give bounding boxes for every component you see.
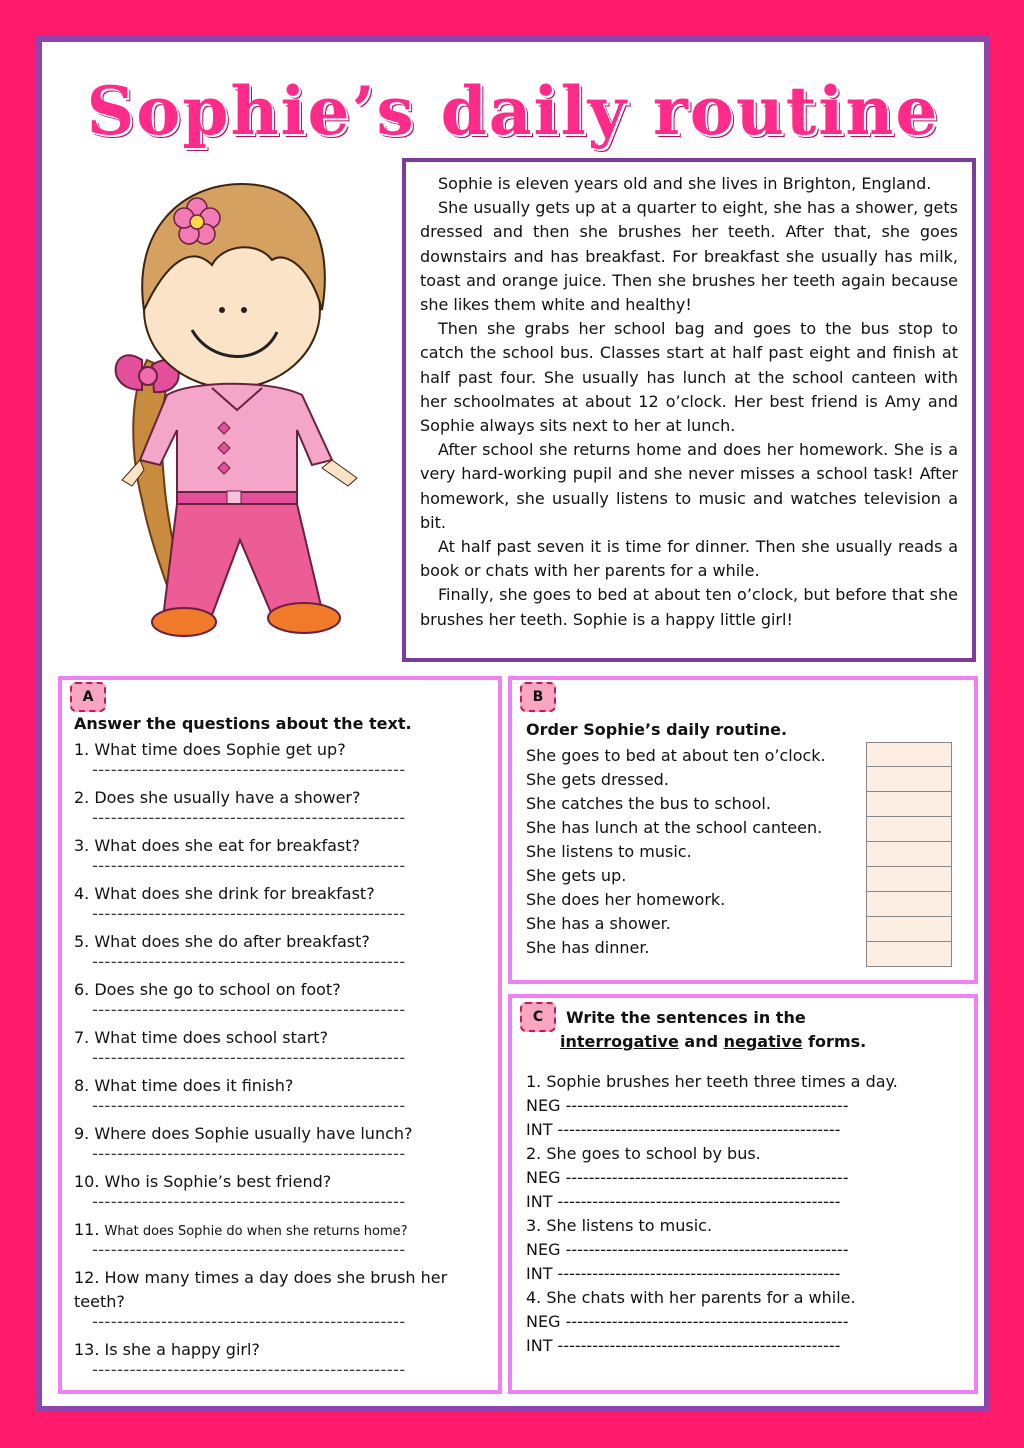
sentence: 2. She goes to school by bus. [526, 1144, 761, 1163]
section-a-questions [58, 676, 502, 1394]
answer-line[interactable]: -------------------------------------------------- [92, 1098, 406, 1115]
sentence: 3. She listens to music. [526, 1216, 713, 1235]
neg-answer-line[interactable]: NEG ------------------------------------------------- [526, 1240, 849, 1259]
worksheet [36, 36, 990, 1412]
question: 3. What does she eat for breakfast? [74, 836, 361, 855]
routine-item: She has dinner. [526, 938, 650, 957]
order-number-boxes [866, 742, 952, 967]
routine-item: She gets dressed. [526, 770, 669, 789]
routine-item: She does her homework. [526, 890, 726, 909]
question: 1. What time does Sophie get up? [74, 740, 346, 759]
section-c-rewrite [508, 994, 978, 1394]
answer-line[interactable]: -------------------------------------------------- [92, 1194, 406, 1211]
order-number-box[interactable] [866, 892, 952, 917]
answer-line[interactable]: -------------------------------------------------- [92, 1314, 406, 1331]
section-a-tag: A [70, 682, 106, 712]
routine-item: She goes to bed at about ten o’clock. [526, 746, 826, 765]
question-number: 11. [74, 1220, 100, 1239]
int-answer-line[interactable]: INT ------------------------------------------------- [526, 1192, 841, 1211]
section-b-heading: Order Sophie’s daily routine. [526, 720, 788, 739]
routine-item: She catches the bus to school. [526, 794, 771, 813]
story-paragraph: After school she returns home and does her homework. She is a very hard-working pupil and she never misses a school task! After homework, she usually listens to music and watches television a bit. [420, 440, 958, 532]
neg-answer-line[interactable]: NEG ------------------------------------------------- [526, 1312, 849, 1331]
question: 6. Does she go to school on foot? [74, 980, 341, 999]
story-paragraph: Finally, she goes to bed at about ten o’clock, but before that she brushes her teeth. Sophie is a happy little girl! [420, 585, 958, 629]
question [74, 1218, 490, 1242]
order-number-box[interactable] [866, 767, 952, 792]
answer-line[interactable]: -------------------------------------------------- [92, 1362, 406, 1379]
question-text: What does Sophie do when she returns home? [104, 1224, 408, 1239]
order-number-box[interactable] [866, 842, 952, 867]
question: 12. How many times a day does she brush her teeth? [74, 1268, 448, 1311]
order-number-box[interactable] [866, 867, 952, 892]
int-answer-line[interactable]: INT ------------------------------------------------- [526, 1120, 841, 1139]
sentence: 4. She chats with her parents for a while. [526, 1288, 856, 1307]
int-answer-line[interactable]: INT ------------------------------------------------- [526, 1336, 841, 1355]
section-a-heading: Answer the questions about the text. [74, 714, 412, 733]
question: 5. What does she do after breakfast? [74, 932, 370, 951]
question: 8. What time does it finish? [74, 1076, 294, 1095]
section-b-tag: B [520, 682, 556, 712]
answer-line[interactable]: -------------------------------------------------- [92, 954, 406, 971]
routine-item: She has lunch at the school canteen. [526, 818, 823, 837]
section-b-order [508, 676, 978, 984]
negative-word: negative [723, 1032, 803, 1051]
int-answer-line[interactable]: INT ------------------------------------------------- [526, 1264, 841, 1283]
question: 2. Does she usually have a shower? [74, 788, 361, 807]
reading-text [402, 158, 976, 662]
answer-line[interactable]: -------------------------------------------------- [92, 1002, 406, 1019]
sentence-list [526, 1070, 966, 1358]
story-paragraph: Then she grabs her school bag and goes to the bus stop to catch the school bus. Classes start at half past eight and finish at half past four. She usually has lunch at the school canteen with her schoolmates at about 12 o’clock. Her best friend is Amy and Sophie always sits next to her at lunch. [420, 319, 958, 436]
answer-line[interactable]: -------------------------------------------------- [92, 1242, 406, 1259]
page-title: Sophie’s daily routine [86, 72, 940, 150]
order-number-box[interactable] [866, 792, 952, 817]
forms-word: forms. [808, 1032, 867, 1051]
answer-line[interactable]: -------------------------------------------------- [92, 762, 406, 779]
question: 7. What time does school start? [74, 1028, 329, 1047]
answer-line[interactable]: -------------------------------------------------- [92, 858, 406, 875]
story-paragraph: She usually gets up at a quarter to eight, she has a shower, gets dressed and then she brushes her teeth. After that, she goes downstairs and has breakfast. For breakfast she usually has milk, toast and orange juice. Then she brushes her teeth again because she likes them white and healthy! [420, 198, 958, 315]
section-c-tag: C [520, 1002, 556, 1032]
neg-answer-line[interactable]: NEG ------------------------------------------------- [526, 1096, 849, 1115]
neg-answer-line[interactable]: NEG ------------------------------------------------- [526, 1168, 849, 1187]
sentence: 1. Sophie brushes her teeth three times a day. [526, 1072, 898, 1091]
order-number-box[interactable] [866, 942, 952, 967]
story-paragraph: At half past seven it is time for dinner. Then she usually reads a book or chats with her parents for a while. [420, 537, 958, 581]
story-paragraph: Sophie is eleven years old and she lives in Brighton, England. [438, 174, 932, 193]
question: 9. Where does Sophie usually have lunch? [74, 1124, 413, 1143]
interrogative-word: interrogative [560, 1032, 679, 1051]
routine-list [526, 744, 826, 960]
question-list [74, 738, 490, 1386]
sophie-illustration [72, 160, 392, 660]
answer-line[interactable]: -------------------------------------------------- [92, 1050, 406, 1067]
question: 4. What does she drink for breakfast? [74, 884, 375, 903]
routine-item: She listens to music. [526, 842, 692, 861]
section-c-heading-line1: Write the sentences in the [566, 1008, 806, 1027]
section-c-heading [560, 1006, 866, 1054]
answer-line[interactable]: -------------------------------------------------- [92, 810, 406, 827]
order-number-box[interactable] [866, 817, 952, 842]
section-c-heading-line2 [560, 1030, 866, 1054]
routine-item: She has a shower. [526, 914, 671, 933]
answer-line[interactable]: -------------------------------------------------- [92, 906, 406, 923]
order-number-box[interactable] [866, 742, 952, 767]
question: 13. Is she a happy girl? [74, 1340, 260, 1359]
and-word: and [684, 1032, 719, 1051]
order-number-box[interactable] [866, 917, 952, 942]
routine-item: She gets up. [526, 866, 627, 885]
question: 10. Who is Sophie’s best friend? [74, 1172, 332, 1191]
answer-line[interactable]: -------------------------------------------------- [92, 1146, 406, 1163]
